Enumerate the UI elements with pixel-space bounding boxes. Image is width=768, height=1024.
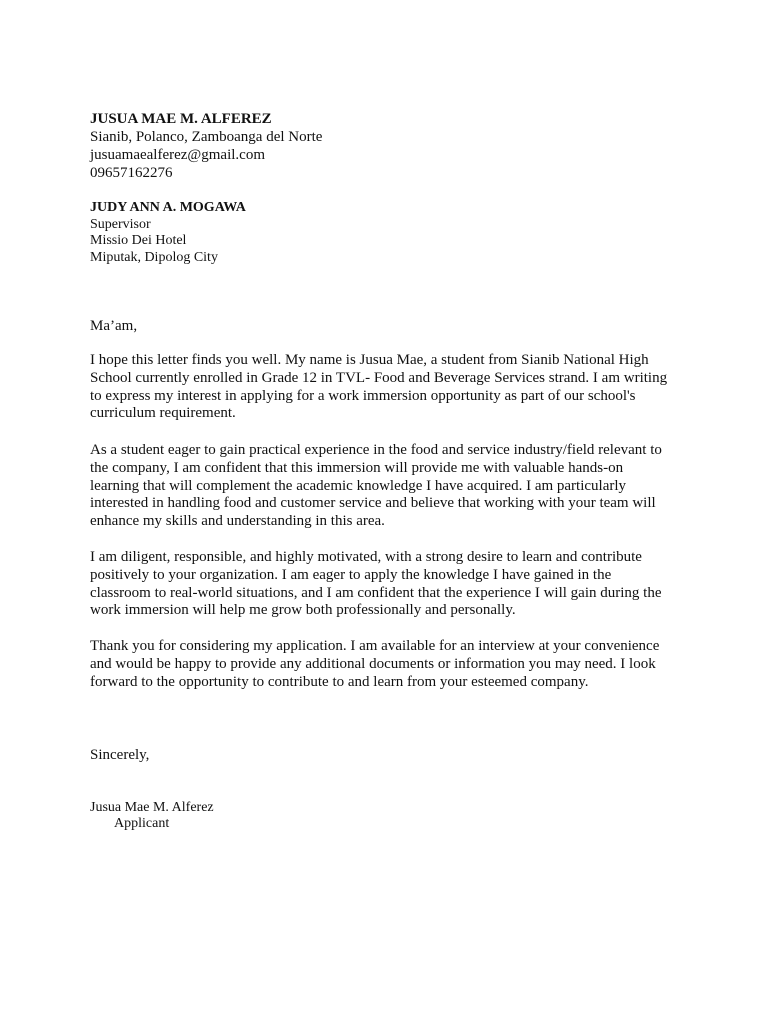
closing: Sincerely,: [90, 747, 150, 763]
paragraph-line: School currently enrolled in Grade 12 in TVL- Food and Beverage Services strand. I am writing: [90, 369, 668, 386]
signature-title: Applicant: [114, 816, 170, 831]
paragraph-line: I am diligent, responsible, and highly motivated, with a strong desire to learn and contribute: [90, 549, 642, 565]
recipient-company: Missio Dei Hotel: [90, 233, 187, 249]
paragraph-line: interested in handling food and customer service and believe that working with your team will: [90, 495, 656, 512]
paragraph-line: classroom to real-world situations, and I am confident that the experience I will gain during the: [90, 584, 662, 601]
body-paragraph-1: [90, 352, 690, 423]
sender-phone: 09657162276: [90, 165, 173, 181]
body-paragraph-3: [90, 549, 690, 620]
paragraph-line: the company, I am confident that this immersion will provide me with valuable hands-on: [90, 459, 624, 476]
recipient-position: Supervisor: [90, 216, 151, 232]
sender-name: JUSUA MAE M. ALFEREZ: [90, 111, 272, 127]
salutation: Ma’am,: [90, 318, 138, 334]
paragraph-line: curriculum requirement.: [90, 405, 236, 422]
paragraph-line: enhance my skills and understanding in this area.: [90, 513, 385, 530]
sender-address: Sianib, Polanco, Zamboanga del Norte: [90, 129, 323, 145]
signature-block: [90, 800, 690, 832]
recipient-block: [90, 200, 690, 267]
body-paragraph-4: [90, 638, 690, 691]
recipient-name: JUDY ANN A. MOGAWA: [90, 200, 246, 215]
paragraph-line: Thank you for considering my application. I am available for an interview at your convenience: [90, 638, 660, 654]
sender-block: [90, 110, 690, 182]
signature-name: Jusua Mae M. Alferez: [90, 800, 214, 815]
paragraph-line: work immersion will help me grow both professionally and personally.: [90, 602, 516, 619]
paragraph-line: I hope this letter finds you well. My name is Jusua Mae, a student from Sianib National High: [90, 352, 649, 368]
paragraph-line: and would be happy to provide any additional documents or information you may need. I look: [90, 655, 656, 672]
paragraph-line: forward to the opportunity to contribute to and learn from your esteemed company.: [90, 673, 589, 690]
recipient-address: Miputak, Dipolog City: [90, 250, 218, 266]
paragraph-line: learning that will complement the academic knowledge I have acquired. I am particularly: [90, 477, 627, 494]
paragraph-line: to express my interest in applying for a work immersion opportunity as part of our school's: [90, 387, 636, 404]
paragraph-line: As a student eager to gain practical experience in the food and service industry/field relevant to: [90, 442, 662, 458]
sender-email: jusuamaealferez@gmail.com: [90, 147, 265, 163]
body-paragraph-2: [90, 442, 690, 531]
paragraph-line: positively to your organization. I am eager to apply the knowledge I have gained in the: [90, 566, 612, 583]
